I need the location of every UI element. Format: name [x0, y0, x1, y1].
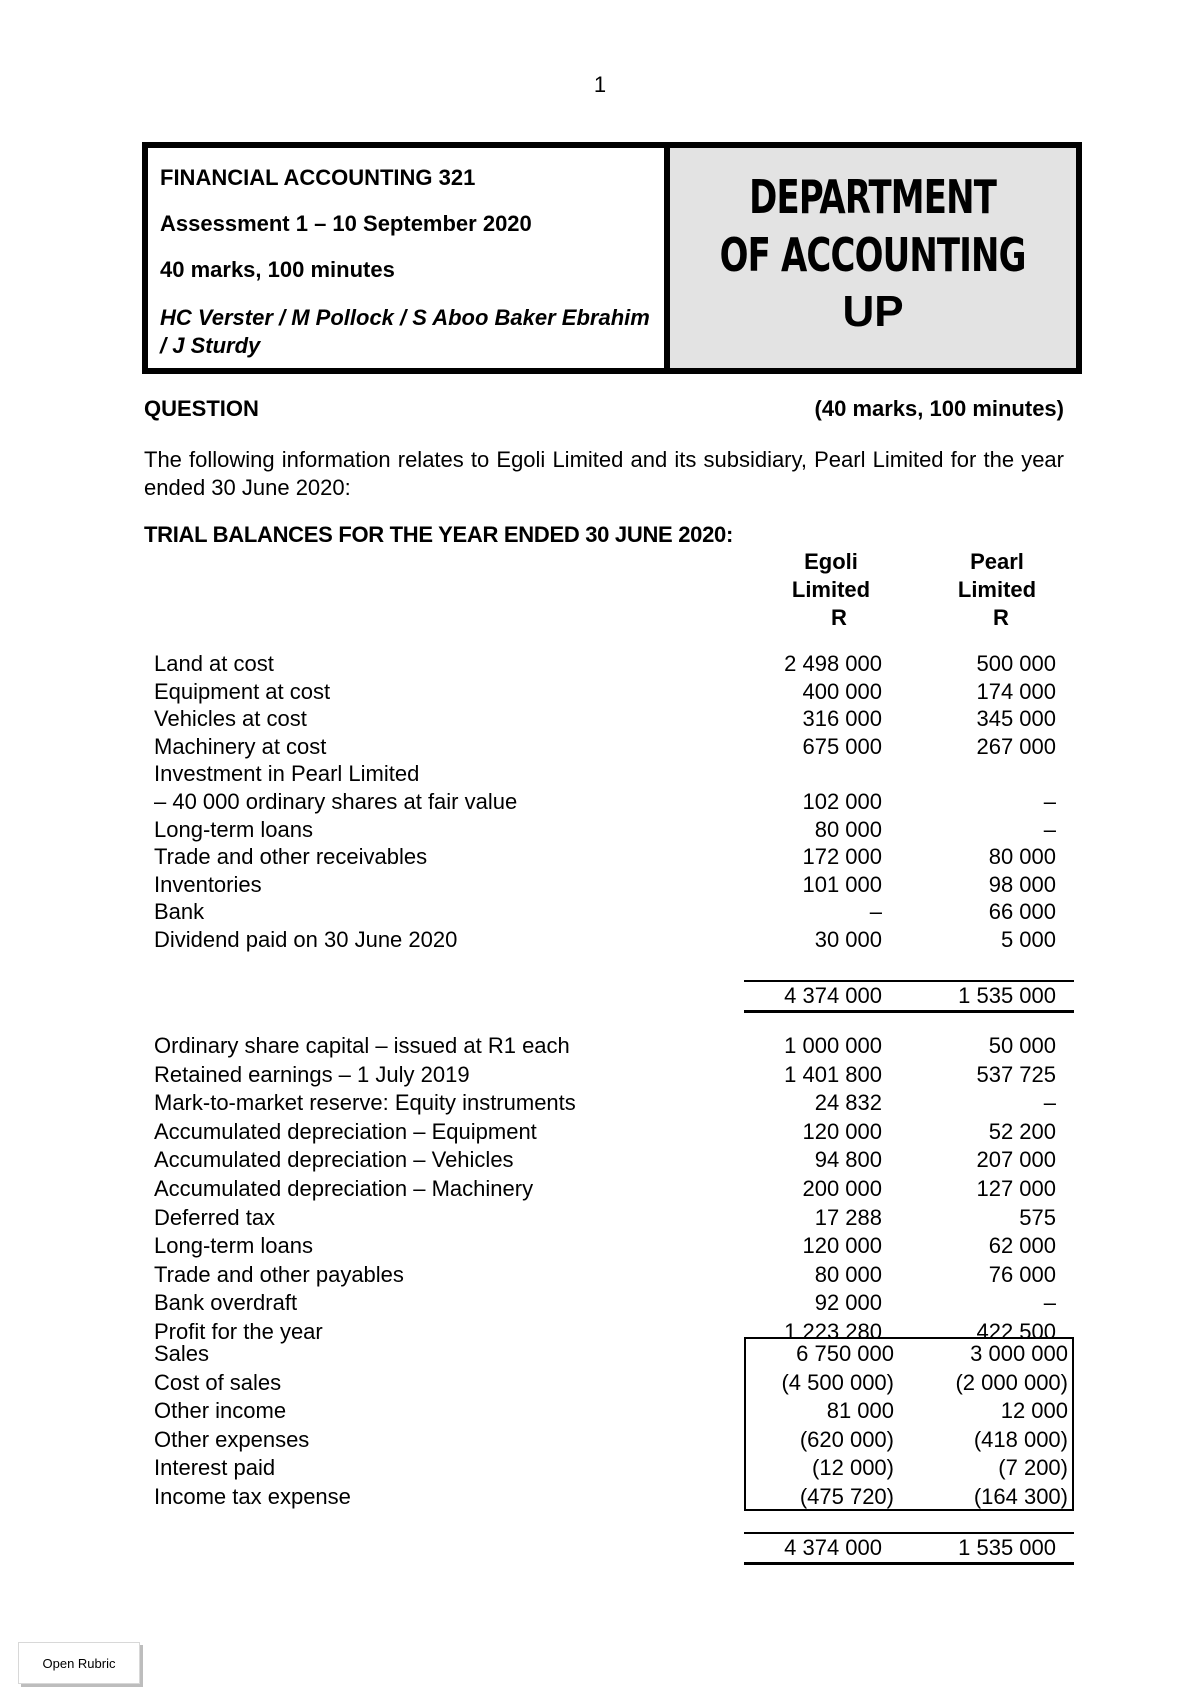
table-row	[0, 1426, 1200, 1454]
egoli-value: 120 000	[802, 1233, 882, 1259]
open-rubric-button[interactable]: Open Rubric	[18, 1642, 140, 1684]
pearl-value: 500 000	[976, 651, 1056, 676]
egoli-value: (475 720)	[799, 1484, 894, 1509]
assessment-date: Assessment 1 – 10 September 2020	[160, 211, 532, 236]
question-label: QUESTION	[144, 396, 259, 421]
row-label: Long-term loans	[154, 1233, 313, 1259]
row-label: Bank	[154, 899, 205, 925]
question-intro: The following information relates to Egoli Limited and its subsidiary, Pearl Limited for the year ended 30 June 2020:	[144, 447, 1064, 500]
pearl-value: 267 000	[976, 733, 1056, 759]
row-label: Equipment at cost	[154, 678, 331, 704]
question-marks: (40 marks, 100 minutes)	[814, 396, 1064, 421]
table-row	[0, 1118, 1200, 1146]
table-row	[0, 733, 1200, 761]
egoli-value: 316 000	[802, 706, 882, 732]
row-label: Accumulated depreciation – Machinery	[154, 1176, 534, 1201]
debit-total-row	[0, 982, 1200, 1010]
row-label: Machinery at cost	[154, 733, 327, 759]
table-row	[0, 650, 1200, 678]
pearl-value: 174 000	[976, 678, 1056, 704]
table-row	[0, 1032, 1200, 1060]
row-label: Dividend paid on 30 June 2020	[154, 927, 458, 952]
pearl-header-line2: Limited	[957, 577, 1037, 602]
debit-total-egoli: 4 374 000	[784, 983, 882, 1008]
dept-line-1: DEPARTMENT	[749, 170, 997, 224]
egoli-column-header	[776, 548, 886, 632]
row-label: Vehicles at cost	[154, 706, 307, 732]
table-row	[0, 1397, 1200, 1425]
table-row	[0, 898, 1200, 926]
dept-line-2: OF ACCOUNTING	[719, 228, 1027, 282]
row-label: Trade and other receivables	[154, 844, 428, 870]
row-label: Profit for the year	[154, 1319, 323, 1344]
egoli-value: 17 288	[814, 1204, 882, 1230]
row-label: Deferred tax	[154, 1204, 276, 1230]
table-row	[0, 1089, 1200, 1117]
egoli-value: 675 000	[802, 733, 882, 759]
pearl-header-unit: R	[993, 605, 1009, 630]
table-row	[0, 1204, 1200, 1232]
row-label: Cost of sales	[154, 1369, 282, 1395]
pearl-column-header	[942, 548, 1052, 632]
pearl-value: 50 000	[988, 1033, 1056, 1058]
egoli-value: 120 000	[802, 1118, 882, 1144]
course-info	[148, 148, 670, 368]
question-heading	[144, 396, 1064, 422]
pearl-value: 52 200	[988, 1118, 1056, 1144]
row-label: Long-term loans	[154, 816, 313, 842]
table-row	[0, 760, 1200, 788]
egoli-value: 81 000	[826, 1398, 894, 1424]
debit-total-pearl: 1 535 000	[958, 983, 1056, 1008]
course-title: FINANCIAL ACCOUNTING 321	[160, 165, 476, 190]
table-row	[0, 788, 1200, 816]
egoli-value: 92 000	[814, 1290, 882, 1316]
row-label: Ordinary share capital – issued at R1 each	[154, 1033, 570, 1058]
table-row	[0, 843, 1200, 871]
egoli-value: 1 401 800	[784, 1061, 882, 1087]
table-row	[0, 1483, 1200, 1511]
egoli-value: 400 000	[802, 678, 882, 704]
egoli-value: 101 000	[802, 871, 882, 897]
header-box	[142, 142, 1082, 374]
egoli-value: 2 498 000	[784, 651, 882, 676]
pearl-value: 207 000	[976, 1147, 1056, 1173]
row-label: Sales	[154, 1341, 210, 1366]
pearl-value: –	[1043, 789, 1056, 814]
row-label: Income tax expense	[154, 1484, 351, 1509]
egoli-value: 1 000 000	[784, 1033, 882, 1058]
debit-total-rule	[744, 1010, 1074, 1013]
row-label: Interest paid	[154, 1455, 276, 1481]
pearl-header-line1: Pearl	[970, 549, 1024, 574]
pearl-value: (418 000)	[973, 1426, 1068, 1452]
row-label: Land at cost	[154, 651, 274, 676]
table-row	[0, 678, 1200, 706]
marks-time: 40 marks, 100 minutes	[160, 257, 395, 282]
egoli-value: 24 832	[814, 1090, 882, 1116]
table-row	[0, 926, 1200, 954]
pearl-value: –	[1043, 816, 1056, 842]
pearl-value: 422 500	[976, 1319, 1056, 1344]
table-row	[0, 1340, 1200, 1368]
pearl-value: 3 000 000	[970, 1341, 1068, 1366]
table-row	[0, 1232, 1200, 1260]
egoli-value: 94 800	[814, 1147, 882, 1173]
pearl-value: 80 000	[988, 844, 1056, 870]
egoli-value: 30 000	[814, 927, 882, 952]
table-row	[0, 1146, 1200, 1174]
row-label: Inventories	[154, 871, 262, 897]
pearl-value: 62 000	[988, 1233, 1056, 1259]
table-row	[0, 1369, 1200, 1397]
egoli-value: (620 000)	[799, 1426, 894, 1452]
pearl-value: 127 000	[976, 1176, 1056, 1201]
row-label: Bank overdraft	[154, 1290, 298, 1316]
pearl-value: 76 000	[988, 1261, 1056, 1287]
pearl-value: 98 000	[988, 871, 1056, 897]
row-label: Other income	[154, 1398, 287, 1424]
row-label: Accumulated depreciation – Equipment	[154, 1118, 537, 1144]
dept-line-3: UP	[842, 287, 904, 336]
table-row	[0, 1454, 1200, 1482]
egoli-value: (12 000)	[812, 1455, 894, 1481]
pearl-value: –	[1043, 1290, 1056, 1316]
pearl-value: (7 200)	[998, 1455, 1068, 1481]
egoli-value: 6 750 000	[796, 1341, 894, 1366]
egoli-value: 1 223 280	[784, 1319, 882, 1344]
egoli-value: –	[869, 899, 882, 925]
pearl-value: 66 000	[988, 899, 1056, 925]
credit-total-row	[0, 1534, 1200, 1562]
row-label: Retained earnings – 1 July 2019	[154, 1061, 470, 1087]
egoli-value: 80 000	[814, 816, 882, 842]
table-row	[0, 1175, 1200, 1203]
pearl-value: (2 000 000)	[955, 1369, 1068, 1395]
egoli-header-line2: Limited	[791, 577, 871, 602]
row-label: Accumulated depreciation – Vehicles	[154, 1147, 514, 1173]
egoli-value: 80 000	[814, 1261, 882, 1287]
egoli-value: 200 000	[802, 1176, 882, 1201]
credit-total-egoli: 4 374 000	[784, 1535, 882, 1560]
egoli-value: 102 000	[802, 789, 882, 814]
pearl-value: (164 300)	[973, 1484, 1068, 1509]
pearl-value: 537 725	[976, 1061, 1056, 1087]
table-row	[0, 1289, 1200, 1317]
table-row	[0, 816, 1200, 844]
egoli-value: (4 500 000)	[781, 1369, 894, 1395]
row-label: Mark-to-market reserve: Equity instruments	[154, 1090, 576, 1116]
trial-balance-title: TRIAL BALANCES FOR THE YEAR ENDED 30 JUNE 2020:	[144, 522, 733, 547]
table-row	[0, 1061, 1200, 1089]
table-row	[0, 1261, 1200, 1289]
pearl-value: 12 000	[1000, 1398, 1068, 1424]
pearl-value: –	[1043, 1090, 1056, 1116]
row-label: Investment in Pearl Limited	[154, 761, 420, 787]
row-label: – 40 000 ordinary shares at fair value	[154, 789, 518, 814]
pearl-value: 575	[1019, 1204, 1056, 1230]
department-logo	[670, 148, 1076, 368]
row-label: Other expenses	[154, 1426, 310, 1452]
credit-total-pearl: 1 535 000	[958, 1535, 1056, 1560]
credit-total-rule	[744, 1562, 1074, 1565]
egoli-value: 172 000	[802, 844, 882, 870]
table-row	[0, 705, 1200, 733]
pearl-value: 5 000	[1000, 927, 1056, 952]
authors: HC Verster / M Pollock / S Aboo Baker Ebrahim / J Sturdy	[160, 305, 650, 358]
row-label: Trade and other payables	[154, 1261, 404, 1287]
pearl-value: 345 000	[976, 706, 1056, 732]
egoli-header-unit: R	[831, 605, 847, 630]
page-number: 1	[593, 72, 607, 97]
table-row	[0, 871, 1200, 899]
egoli-header-line1: Egoli	[804, 549, 858, 574]
